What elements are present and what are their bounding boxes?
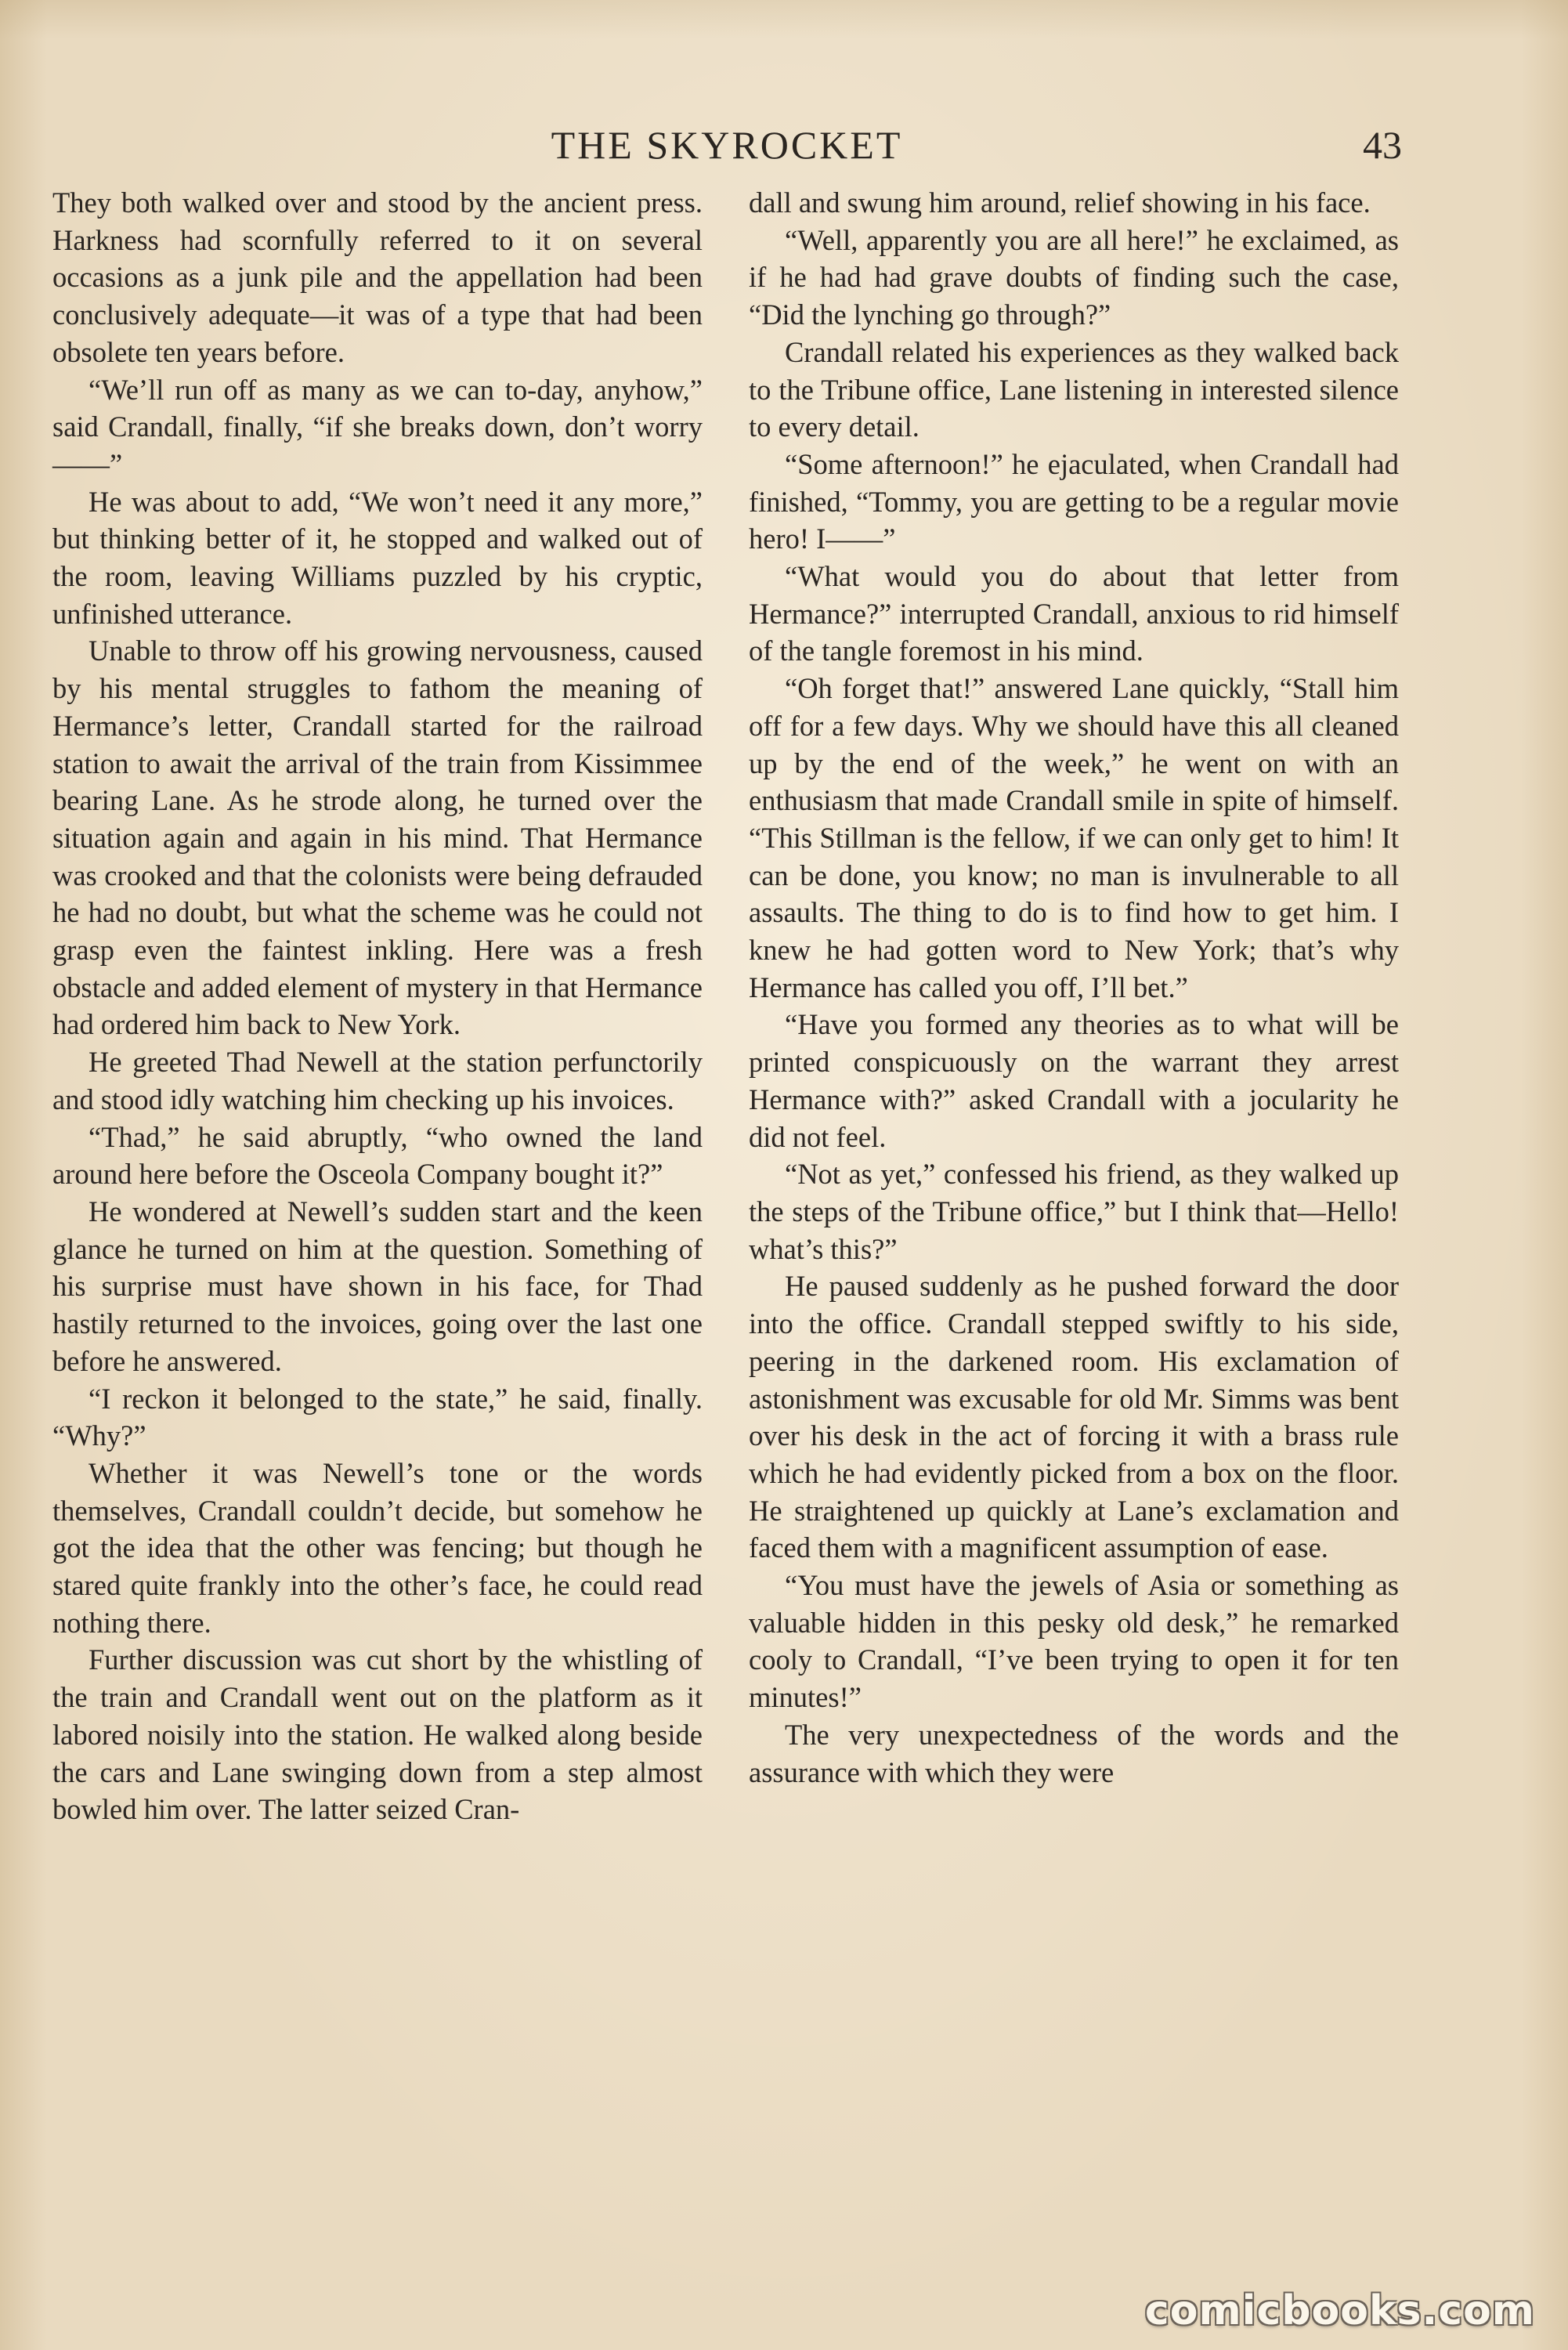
paragraph: Whether it was Newell’s tone or the words themselves, Crandall couldn’t decide, but somehow he got the idea that the other was fencing; but though he stared quite frankly into the other’s face, he could read nothing there. — [52, 1456, 703, 1639]
paragraph: “Not as yet,” confessed his friend, as they walked up the steps of the Tribune office,” but I think that—Hello! what’s this?” — [749, 1158, 1399, 1265]
right-text-column — [749, 184, 1399, 1791]
paragraph: “You must have the jewels of Asia or something as valuable hidden in this pesky old desk,” he remarked cooly to Crandall, “I’ve been trying to open it for ten minutes!” — [749, 1569, 1399, 1714]
paragraph: dall and swung him around, relief showing in his face. — [749, 186, 1371, 219]
watermark-logo: comicbooks.com — [1144, 2287, 1535, 2334]
paragraph: “Thad,” he said abruptly, “who owned the land around here before the Osceola Company bought it?” — [52, 1120, 703, 1191]
page-header — [0, 118, 1568, 172]
page-number: 43 — [1363, 123, 1402, 167]
paragraph: They both walked over and stood by the ancient press. Harkness had scornfully referred to it on several occasions as a junk pile and the appellation had been conclusively adequate—it was of a type that had been obsolete ten years before. — [52, 186, 703, 368]
paragraph: “Have you formed any theories as to what will be printed conspicuously on the warrant they arrest Hermance with?” asked Crandall with a jocularity he did not feel. — [749, 1008, 1399, 1153]
paragraph: “Oh forget that!” answered Lane quickly, “Stall him off for a few days. Why we should have this all cleaned up by the end of the week,” he went on with an enthusiasm that made Crandall smile in spite of himself. “This Stillman is the fellow, if we can only get to him! It can be done, you know; no man is invulnerable to all assaults. The thing to do is to find how to get him. I knew he had gotten word to New York; that’s why Hermance has called you off, I’ll bet.” — [749, 672, 1399, 1003]
paragraph: Unable to throw off his growing nervousness, caused by his mental struggles to fathom the meaning of Hermance’s letter, Crandall started for the railroad station to await the arrival of the train from Kissimmee bearing Lane. As he strode along, he turned over the situation again and again in his mind. That Hermance was crooked and that the colonists were being defrauded he had no doubt, but what the scheme was he could not grasp even the faintest inkling. Here was a fresh obstacle and added element of mystery in that Hermance had ordered him back to New York. — [52, 634, 703, 1041]
paragraph: He was about to add, “We won’t need it any more,” but thinking better of it, he stopped and walked out of the room, leaving Williams puzzled by his cryptic, unfinished utterance. — [52, 485, 703, 630]
paragraph: “We’ll run off as many as we can to-day, anyhow,” said Crandall, finally, “if she breaks down, don’t worry——” — [52, 373, 703, 480]
paragraph: He paused suddenly as he pushed forward the door into the office. Crandall stepped swiftly to his side, peering in the darkened room. His exclamation of astonishment was excusable for old Mr. Simms was bent over his desk in the act of forcing it with a brass rule which he had evidently picked from a box on the floor. He straightened up quickly at Lane’s exclamation and faced them with a magnificent assumption of ease. — [749, 1270, 1399, 1564]
paragraph: He wondered at Newell’s sudden start and the keen glance he turned on him at the question. Something of his surprise must have shown in his face, for Thad hastily returned to the invoices, going over the last one before he answered. — [52, 1195, 703, 1377]
paragraph: He greeted Thad Newell at the station perfunctorily and stood idly watching him checking up his invoices. — [52, 1046, 703, 1115]
paragraph: “Some afternoon!” he ejaculated, when Crandall had finished, “Tommy, you are getting to be a regular movie hero! I——” — [749, 447, 1399, 555]
running-title: THE SKYROCKET — [551, 123, 903, 167]
paragraph: The very unexpectedness of the words and the assurance with which they were — [749, 1718, 1399, 1788]
paragraph: “What would you do about that letter from Hermance?” interrupted Crandall, anxious to rid himself of the tangle foremost in his mind. — [749, 560, 1399, 667]
paragraph: Crandall related his experiences as they walked back to the Tribune office, Lane listening in interested silence to every detail. — [749, 335, 1399, 443]
paragraph: Further discussion was cut short by the whistling of the train and Crandall went out on the platform as it labored noisily into the station. He walked along beside the cars and Lane swinging down from a step almost bowled him over. The latter seized Cran- — [52, 1643, 703, 1826]
left-text-column — [52, 184, 703, 1828]
paragraph: “Well, apparently you are all here!” he exclaimed, as if he had had grave doubts of finding such the case, “Did the lynching go through?” — [749, 223, 1399, 331]
paragraph: “I reckon it belonged to the state,” he said, finally. “Why?” — [52, 1382, 703, 1452]
